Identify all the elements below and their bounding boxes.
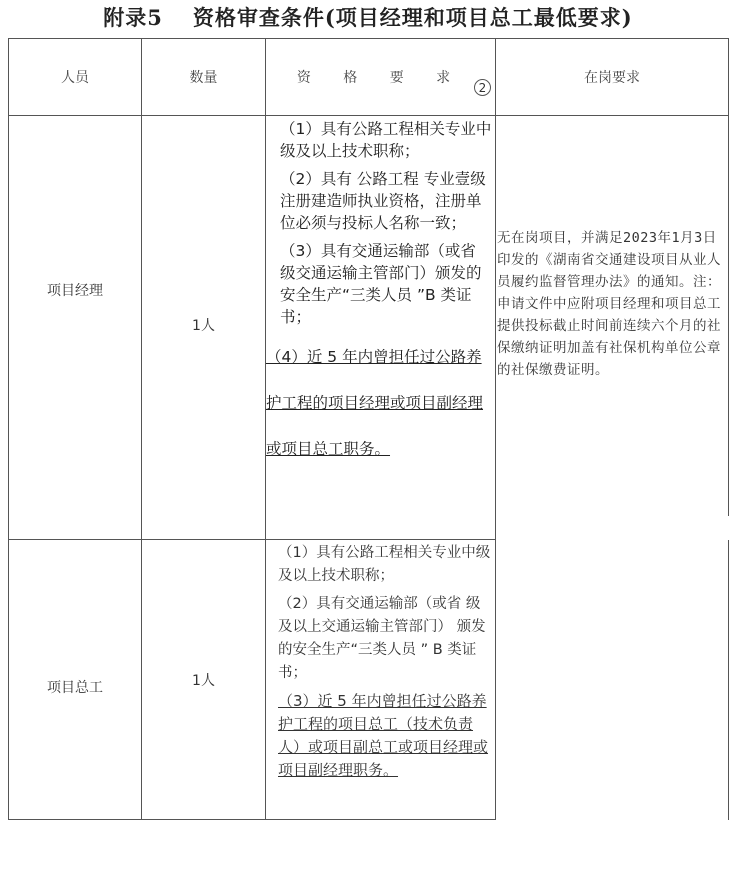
header-onsite: 在岗要求 (584, 70, 640, 86)
cell-personnel-chief: 项目总工 (47, 680, 103, 696)
manager-req-2: （2）具有 公路工程 专业壹级注册建造师执业资格，注册单位必须与投标人名称一致； (280, 170, 486, 232)
cell-quantity-chief: 1人 (192, 673, 215, 689)
cell-onsite-manager: 无在岗项目，并满足2023年1月3日印发的《湖南省交通建设项目从业人员履约监督管理办法》的通知。注：申请文件中应附项目经理和项目总工提供投标截止时间前连续六个月的社保缴纳证明加盖有社保机构单位公章的社保缴费证明。 (497, 230, 721, 378)
footnote-mark: 2 (474, 79, 491, 96)
manager-req-1: （1）具有公路工程相关专业中级及以上技术职称； (280, 120, 492, 160)
header-personnel: 人员 (61, 70, 89, 86)
cell-personnel-manager: 项目经理 (47, 283, 103, 299)
onsite-cell-gap (500, 516, 730, 540)
row-divider (8, 539, 496, 540)
col-border-right (728, 38, 729, 820)
appendix-number: 附录5 (103, 5, 163, 30)
header-qualifications (266, 39, 495, 115)
header-quantity: 数量 (189, 70, 218, 86)
manager-req-4: （4）近 5 年内曾担任过公路养护工程的项目经理或项目副经理或项目总工职务。 (266, 348, 484, 458)
chief-req-2: （2）具有交通运输部（或省 级及以上交通运输主管部门） 颁发的安全生产“三类人员 ” B 类证书； (278, 596, 486, 681)
cell-requirements-manager (266, 118, 492, 478)
manager-req-3: （3）具有交通运输部（或省 级交通运输主管部门）颁发的 安全生产“三类人员 ”B 类证 书； (280, 242, 482, 326)
chief-req-1: （1）具有公路工程相关专业中级及以上技术职称； (278, 545, 491, 584)
cell-requirements-chief (274, 542, 493, 787)
chief-req-3: （3）近 5 年内曾担任过公路养护工程的项目总工（技术负责人）或项目副总工或项目经理或项目副经理职务。 (278, 692, 489, 779)
header-qualifications-label: 资 格 要 求 (296, 70, 465, 86)
appendix-title: 资格审查条件(项目经理和项目总工最低要求) (192, 5, 633, 30)
header-bottom-border (8, 115, 729, 116)
cell-quantity-manager: 1人 (192, 318, 215, 334)
table-bottom-border (8, 819, 496, 820)
page-title (0, 2, 736, 32)
col-border-3 (495, 38, 496, 820)
